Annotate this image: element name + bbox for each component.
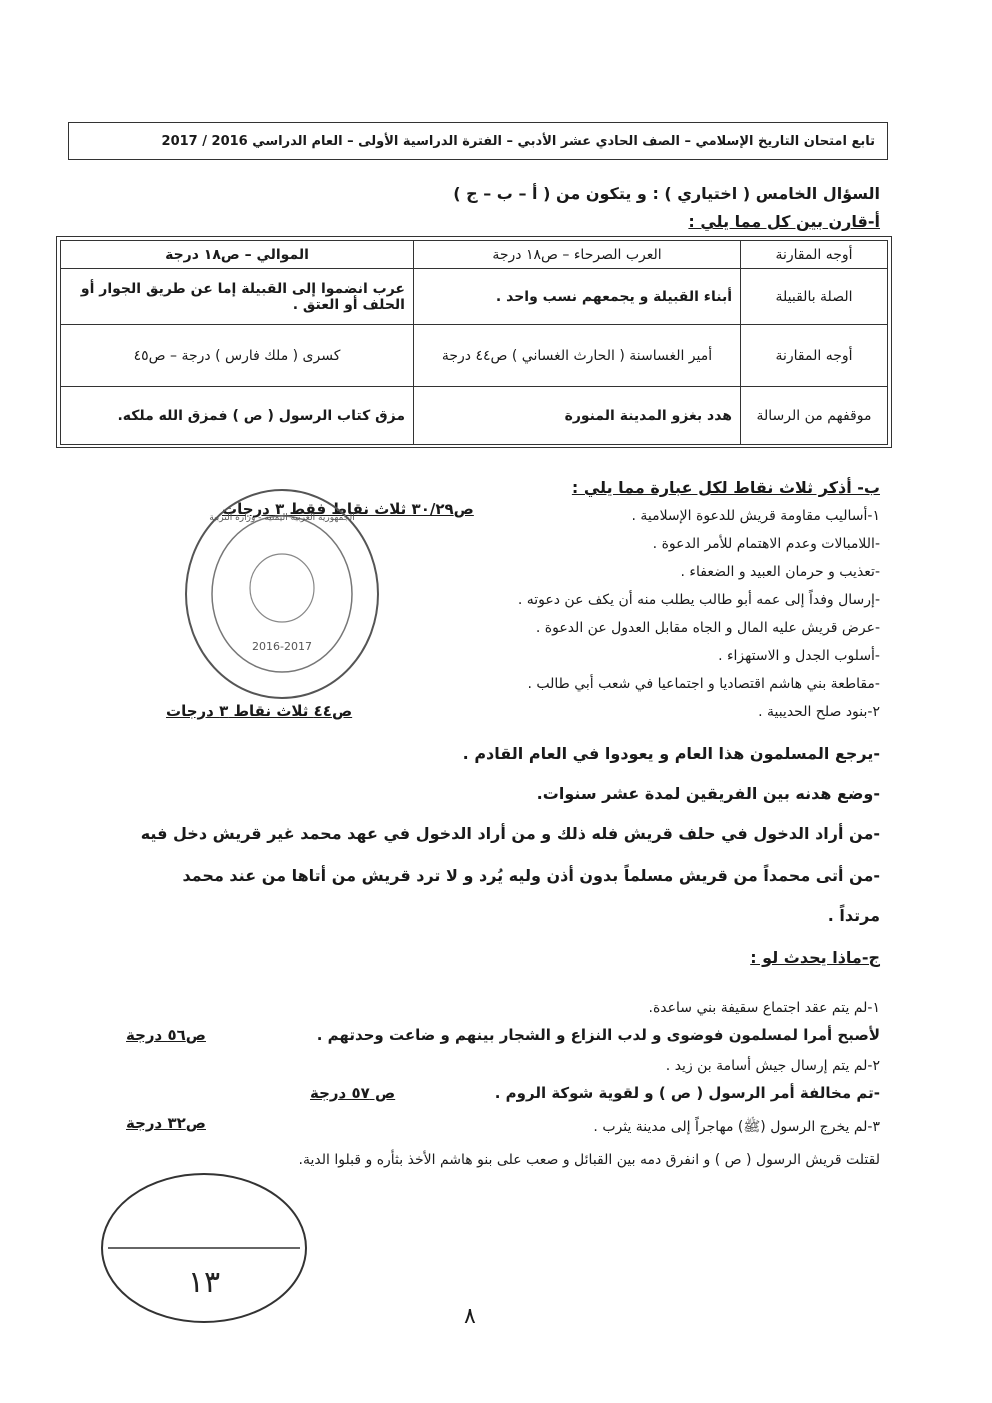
stamp-text: الجمهورية العربية اليمنية - وزارة التربية xyxy=(209,513,355,523)
list-item: -إرسال وفداً إلى عمه أبو طالب يطلب منه أن يكف عن دعوته . xyxy=(517,592,880,608)
part-b-item-1: ١-أساليب مقاومة قريش للدعوة الإسلامية . xyxy=(631,508,880,524)
part-c-mark: ص٥٦ درجة xyxy=(126,1026,206,1044)
part-c-question: ٢-لم يتم إرسال جيش أسامة بن زيد . xyxy=(665,1058,880,1074)
part-c-answer: لأصبح أمرا لمسلمون فوضوى و لدب النزاع و الشجار بينهم و ضاعت وحدتهم . xyxy=(316,1026,880,1044)
list-item: -تعذيب و حرمان العبيد و الضعفاء . xyxy=(680,564,880,580)
table-cell: مزق كتاب الرسول ( ص ) فمزق الله ملكه. xyxy=(61,387,414,445)
page-number: ٨ xyxy=(464,1304,476,1329)
list-item: -يرجع المسلمون هذا العام و يعودوا في العام القادم . xyxy=(462,744,880,763)
part-b-note-2: ص٤٤ ثلاث نقاط ٣ درجات xyxy=(166,702,353,720)
list-item: -مقاطعة بني هاشم اقتصاديا و اجتماعيا في شعب أبي طالب . xyxy=(527,676,880,692)
part-c-mark: ص ٥٧ درجة xyxy=(310,1084,396,1102)
table-row xyxy=(61,325,888,387)
part-b-title: ب- أذكر ثلاث نقاط لكل عبارة مما يلي : xyxy=(571,478,880,497)
part-b-note-1: ص٣٠/٢٩ ثلاث نقاط فقط ٣ درجات xyxy=(222,500,474,518)
school-stamp-icon xyxy=(182,484,382,704)
table-row xyxy=(61,387,888,445)
table-cell: الصلة بالقبيلة xyxy=(741,269,888,325)
list-item: -من أتى محمداً من قريش مسلماً بدون أذن وليه يُرد و لا ترد قريش من أتاها من عند محمد xyxy=(182,866,880,885)
list-item: -وضع هدنه بين الفريقين لمدة عشر سنوات. xyxy=(536,784,880,803)
table-cell: أوجه المقارنة xyxy=(741,325,888,387)
exam-header xyxy=(68,122,888,160)
list-item: -عرض قريش عليه المال و الجاه مقابل العدول عن الدعوة . xyxy=(535,620,880,636)
table-cell: كسرى ( ملك فارس ) درجة – ص٤٥ xyxy=(61,325,414,387)
list-item: -من أراد الدخول في حلف قريش فله ذلك و من أراد الدخول في عهد محمد غير قريش دخل فيه xyxy=(140,824,880,843)
table-cell: أبناء القبيلة و يجمعهم نسب واحد . xyxy=(414,269,741,325)
part-c-question: ٣-لم يخرج الرسول (ﷺ) مهاجراً إلى مدينة يثرب . xyxy=(593,1119,880,1135)
part-c-question: ١-لم يتم عقد اجتماع سقيفة بني ساعدة. xyxy=(648,1000,880,1016)
list-item: مرتداً . xyxy=(827,906,880,925)
table-cell: أمير الغساسنة ( الحارث الغساني ) ص٤٤ درجة xyxy=(414,325,741,387)
table-cell: هدد بغزو المدينة المنورة xyxy=(414,387,741,445)
comparison-table xyxy=(60,240,888,445)
exam-header-text: تابع امتحان التاريخ الإسلامي – الصف الحادي عشر الأدبي – الفترة الدراسية الأولى – العام الدراسي 2016 / 2017 xyxy=(161,134,875,149)
part-a-title: أ-قارن بين كل مما يلي : xyxy=(688,212,880,231)
grade-value: ١٣ xyxy=(187,1265,221,1300)
part-b-item-2: ٢-بنود صلح الحديبية . xyxy=(758,704,880,720)
part-c-title: ج-ماذا يحدث لو : xyxy=(750,948,880,967)
list-item: -أسلوب الجدل و الاستهزاء . xyxy=(718,648,880,664)
part-c-answer: -تم مخالفة أمر الرسول ( ص ) و لقوية شوكة الروم . xyxy=(494,1084,880,1102)
part-c-mark: ص٣٢ درجة xyxy=(126,1114,206,1132)
table-row xyxy=(61,269,888,325)
stamp-year: 2016-2017 xyxy=(252,640,312,653)
part-c-answer: لقتلت قريش الرسول ( ص ) و انفرق دمه بين القبائل و صعب على بنو هاشم الأخذ بثأره و قبلوا الدية. xyxy=(298,1152,880,1168)
table-cell: موقفهم من الرسالة xyxy=(741,387,888,445)
table-cell: أوجه المقارنة xyxy=(741,241,888,269)
table-cell: عرب انضموا إلى القبيلة إما عن طريق الجوار أو الحلف أو العتق . xyxy=(61,269,414,325)
grade-circle-icon xyxy=(98,1168,310,1326)
question-title: السؤال الخامس ( اختياري ) : و يتكون من ( أ – ب – ج ) xyxy=(453,184,880,203)
table-cell: العرب الصرحاء – ص١٨ درجة xyxy=(414,241,741,269)
table-row xyxy=(61,241,888,269)
table-cell: الموالي – ص١٨ درجة xyxy=(61,241,414,269)
list-item: -اللامبالات وعدم الاهتمام للأمر الدعوة . xyxy=(652,536,880,552)
